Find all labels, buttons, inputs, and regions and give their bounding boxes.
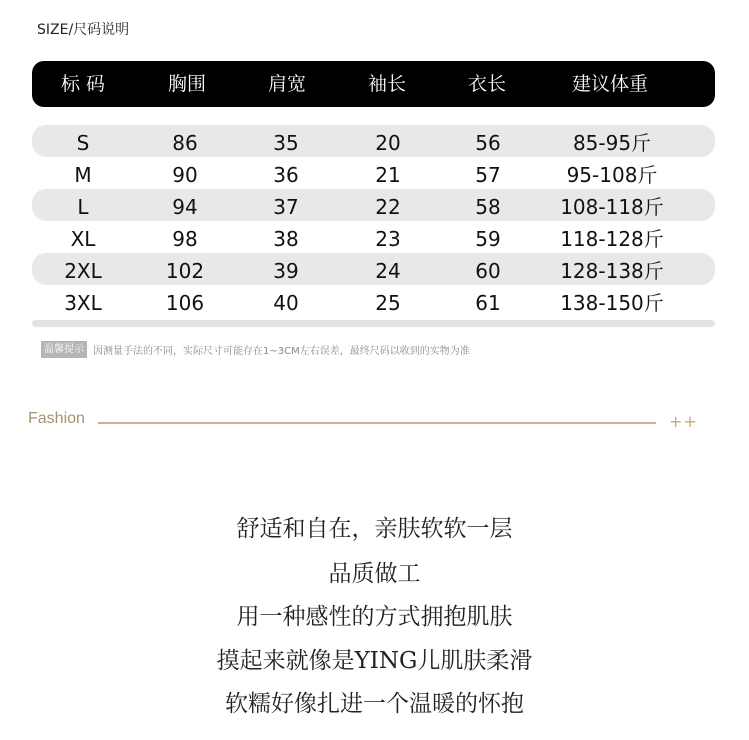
table-row: [32, 285, 715, 317]
cell-weight: 118-128斤: [560, 227, 664, 251]
cell-sleeve: 25: [375, 291, 401, 315]
description-line: 品质做工: [328, 561, 421, 587]
cell-weight: 95-108斤: [566, 163, 658, 187]
cell-weight: 108-118斤: [560, 195, 664, 219]
cell-shoulder: 35: [273, 131, 299, 155]
header-shoulder: 肩宽: [267, 73, 307, 95]
cell-length: 61: [475, 291, 501, 315]
table-bottom-divider: [32, 320, 715, 327]
fashion-label: Fashion: [28, 410, 85, 427]
cell-size: 3XL: [64, 291, 102, 315]
cell-shoulder: 36: [273, 163, 299, 187]
cell-length: 58: [475, 195, 501, 219]
cell-chest: 90: [172, 163, 198, 187]
cell-size: S: [76, 131, 90, 155]
header-sleeve: 袖长: [367, 73, 407, 95]
size-chart-title: SIZE/尺码说明: [37, 22, 130, 38]
cell-length: 59: [475, 227, 501, 251]
cell-sleeve: 24: [375, 259, 401, 283]
description-line: 软糯好像扎进一个温暖的怀抱: [225, 691, 524, 717]
cell-sleeve: 23: [375, 227, 401, 251]
cell-shoulder: 38: [273, 227, 299, 251]
header-length: 衣长: [467, 73, 507, 95]
cell-weight: 138-150斤: [560, 291, 664, 315]
header-weight: 建议体重: [571, 73, 649, 95]
header-chest: 胸围: [167, 73, 207, 95]
cell-length: 56: [475, 131, 501, 155]
cell-shoulder: 39: [273, 259, 299, 283]
cell-size: 2XL: [64, 259, 102, 283]
header-size: 标 码: [60, 73, 106, 95]
table-row: [32, 189, 715, 221]
cell-sleeve: 20: [375, 131, 401, 155]
cell-shoulder: 37: [273, 195, 299, 219]
cell-length: 60: [475, 259, 501, 283]
description-line: 舒适和自在，亲肤软软一层: [236, 516, 513, 542]
cell-chest: 102: [165, 259, 205, 283]
cell-size: XL: [70, 227, 96, 251]
cell-chest: 86: [172, 131, 198, 155]
cell-sleeve: 21: [375, 163, 401, 187]
description-line: 用一种感性的方式拥抱肌肤: [236, 604, 513, 630]
cell-chest: 106: [165, 291, 205, 315]
table-row: [32, 221, 715, 253]
table-row: [32, 125, 715, 157]
fashion-divider: [98, 422, 656, 424]
table-row: [32, 253, 715, 285]
description-line: 摸起来就像是YING儿肌肤柔滑: [216, 648, 533, 674]
size-table-body: [32, 125, 715, 317]
cell-weight: 128-138斤: [560, 259, 664, 283]
cell-chest: 98: [172, 227, 198, 251]
table-row: [32, 157, 715, 189]
size-table-header: [32, 61, 715, 107]
cell-size: L: [77, 195, 89, 219]
note-badge: 温馨提示: [41, 341, 87, 358]
note-text: 因测量手法的不同，实际尺寸可能存在1~3CM左右误差，最终尺码以收到的实物为准: [93, 345, 470, 357]
cell-length: 57: [475, 163, 501, 187]
plus-decoration: ++: [669, 412, 698, 431]
measurement-note: [41, 340, 470, 358]
cell-shoulder: 40: [273, 291, 299, 315]
cell-weight: 85-95斤: [572, 131, 652, 155]
cell-size: M: [74, 163, 92, 187]
cell-chest: 94: [172, 195, 198, 219]
cell-sleeve: 22: [375, 195, 401, 219]
